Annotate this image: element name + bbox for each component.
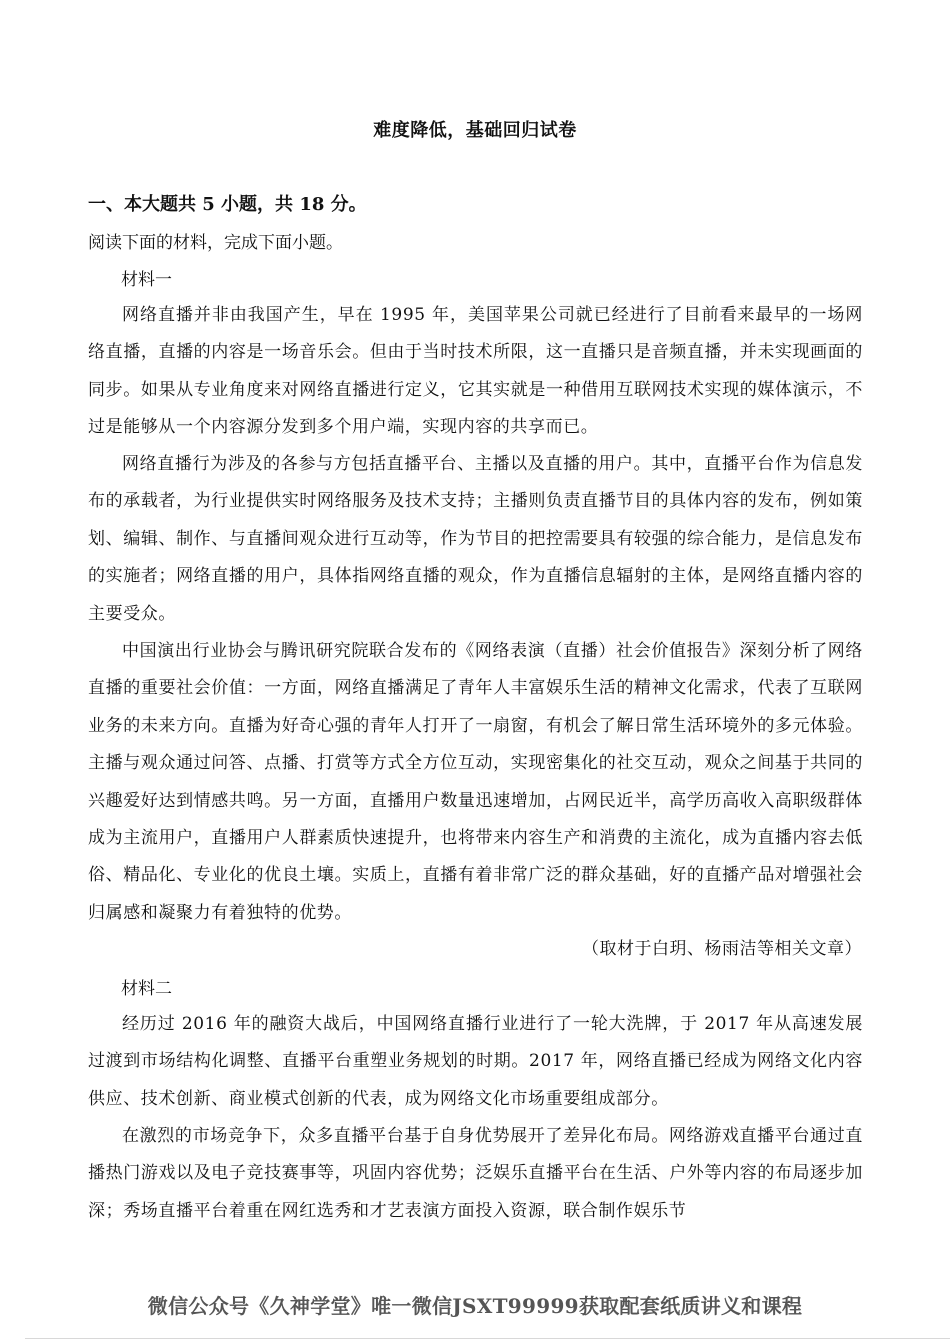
footer-watermark-text: 微信公众号《久神学堂》唯一微信JSXT99999获取配套纸质讲义和课程 [147,1294,803,1318]
material-one-source: （取材于白玥、杨雨洁等相关文章） [582,939,862,959]
material-one-paragraph-1: 网络直播并非由我国产生，早在 1995 年，美国苹果公司就已经进行了目前看来最早的一场网络直播，直播的内容是一场音乐会。但由于当时技术所限，这一直播只是音频直播，并未实现画面的同步。如果从专业角度来对网络直播进行定义，它其实就是一种借用互联网技术实现的媒体演示，不过是能够从一个内容源分发到多个用户端，实现内容的共享而已。 [88,305,863,438]
material-one-paragraph-3: 中国演出行业协会与腾讯研究院联合发布的《网络表演（直播）社会价值报告》深刻分析了网络直播的重要社会价值：一方面，网络直播满足了青年人丰富娱乐生活的精神文化需求，代表了互联网业务的未来方向。直播为好奇心强的青年人打开了一扇窗，有机会了解日常生活环境外的多元体验。主播与观众通过问答、点播、打赏等方式全方位互动，实现密集化的社交互动，观众之间基于共同的兴趣爱好达到情感共鸣。另一方面，直播用户数量迅速增加，占网民近半，高学历高收入高职级群体成为主流用户，直播用户人群素质快速提升，也将带来内容生产和消费的主流化，成为直播内容去低俗、精品化、专业化的优良土壤。实质上，直播有着非常广泛的群众基础，好的直播产品对增强社会归属感和凝聚力有着独特的优势。 [88,641,863,923]
page-title: 难度降低，基础回归试卷 [373,120,577,141]
instruction-text: 阅读下面的材料，完成下面小题。 [88,233,343,253]
section-heading: 一、本大题共 5 小题，共 18 分。 [88,194,367,215]
material-one-paragraph-2: 网络直播行为涉及的各参与方包括直播平台、主播以及直播的用户。其中，直播平台作为信息发布的承载者，为行业提供实时网络服务及技术支持；主播则负责直播节目的具体内容的发布，例如策划、编辑、制作、与直播间观众进行互动等，作为节目的把控需要具有较强的综合能力，是信息发布的实施者；网络直播的用户，具体指网络直播的观众，作为直播信息辐射的主体，是网络直播内容的主要受众。 [88,454,863,624]
material-two-label: 材料二 [121,979,172,999]
material-two-paragraph-2: 在激烈的市场竞争下，众多直播平台基于自身优势展开了差异化布局。网络游戏直播平台通过直播热门游戏以及电子竞技赛事等，巩固内容优势；泛娱乐直播平台在生活、户外等内容的布局逐步加深；秀场直播平台着重在网红选秀和才艺表演方面投入资源，联合制作娱乐节 [88,1126,863,1221]
material-two-paragraph-1: 经历过 2016 年的融资大战后，中国网络直播行业进行了一轮大洗牌，于 2017 年从高速发展过渡到市场结构化调整、直播平台重塑业务规划的时期。2017 年，网络直播已经成为网络文化内容供应、技术创新、商业模式创新的代表，成为网络文化市场重要组成部分。 [88,1014,863,1109]
material-one-label: 材料一 [121,270,172,290]
bottom-divider [25,1338,950,1339]
